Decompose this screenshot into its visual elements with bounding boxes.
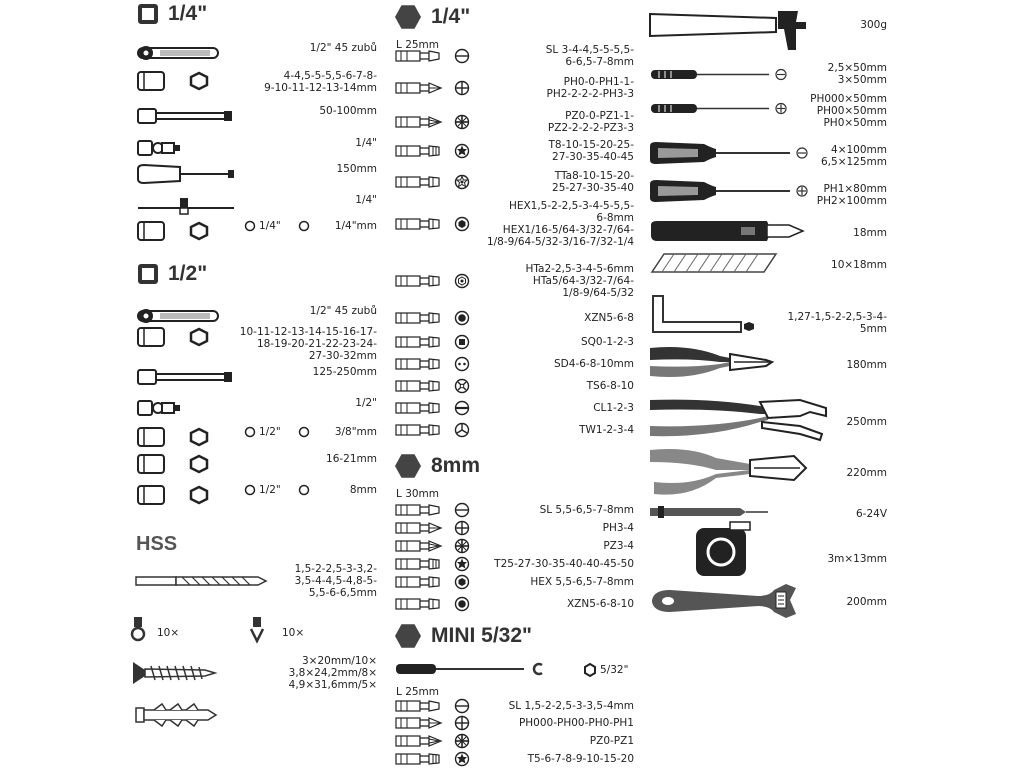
ph-profile-icon (454, 715, 470, 731)
left-row-label: 1/2" 45 zubů (309, 42, 377, 54)
mini-bit-holder-icon (396, 660, 552, 680)
screw-sizes: 3×20mm/10× 3,8×24,2mm/8× 4,9×31,6mm/5× (288, 655, 377, 691)
hex-key-sizes: 1,27-1,5-2-2,5-3-4- 5mm (787, 311, 887, 335)
left-row-label: 3/8"mm (334, 426, 377, 438)
bit-sizes: CL1-2-3 (593, 402, 634, 414)
fork-terminal-count: 10× (282, 627, 305, 639)
sd-profile-icon (454, 356, 470, 372)
ring-terminal-count: 10× (157, 627, 180, 639)
section-header-mini (395, 623, 532, 649)
torx-profile-icon (454, 751, 470, 767)
bit-icon (395, 751, 445, 767)
left-row-label: 4-4,5-5-5,5-6-7-8- 9-10-11-12-13-14mm (264, 70, 377, 94)
pz-profile-icon (454, 538, 470, 554)
bit-icon (395, 216, 445, 232)
flat-screwdriver-sizes: 2,5×50mm 3×50mm (827, 62, 887, 86)
bit-sizes: PH3-4 (602, 522, 634, 534)
bit-sizes: T8-10-15-20-25- 27-30-35-40-45 (548, 139, 634, 163)
tape-measure-icon (694, 522, 754, 578)
bit-icon (395, 596, 445, 612)
pz-profile-icon (454, 114, 470, 130)
slot-profile-icon (454, 698, 470, 714)
sq-profile-icon (454, 334, 470, 350)
torx-profile-icon (454, 143, 470, 159)
flat-screwdriver-icon (651, 68, 791, 82)
left-row-label: 16-21mm (326, 453, 377, 465)
bit-sizes: PZ0-0-PZ1-1- PZ2-2-2-2-PZ3-3 (547, 110, 634, 134)
hex-key-icon (651, 294, 761, 334)
left-row-label: 1/4"mm (334, 220, 377, 232)
adjustable-wrench-icon (650, 580, 800, 624)
left-row-label: 1/2" (355, 397, 377, 409)
bit-sizes: SQ0-1-2-3 (580, 336, 634, 348)
large-phillips-screwdriver-icon (650, 178, 810, 204)
sockets-icon (136, 451, 236, 477)
socket-size-label: 1/2" (259, 484, 281, 496)
bit-icon (395, 80, 445, 96)
phillips-screwdriver-sizes: PH000×50mm PH00×50mm PH0×50mm (810, 93, 887, 129)
hss-title: HSS (136, 533, 178, 555)
bit-icon (395, 733, 445, 749)
bit-icon (395, 422, 445, 438)
spinner-icon (136, 161, 236, 187)
bit-sizes: XZN5-6-8-10 (566, 598, 634, 610)
screw-icon (131, 660, 217, 686)
extension-icon (136, 103, 236, 129)
wall-plug-icon (134, 702, 218, 728)
tester-voltage: 6-24V (855, 508, 887, 520)
bit-icon (395, 114, 445, 130)
section-header-quarter-inch (138, 2, 207, 26)
bit-icon (395, 143, 445, 159)
socket-size-label: 1/2" (259, 426, 281, 438)
bit-sizes: T5-6-7-8-9-10-15-20 (527, 753, 634, 765)
section-header-bits-quarter (395, 4, 470, 30)
left-row-label: 1/4" (355, 137, 377, 149)
sockets-icon (136, 324, 236, 350)
drill-sizes: 1,5-2-2,5-3-3,2- 3,5-4-4,5-4,8-5- 5,5-6-6,5mm (294, 563, 377, 599)
ratchet-icon (136, 40, 236, 66)
spare-blades-icon (652, 252, 778, 274)
bit-icon (395, 556, 445, 572)
large-flat-screwdriver-icon (650, 140, 810, 166)
bit-icon (395, 334, 445, 350)
xzn-profile-icon (454, 596, 470, 612)
slot-profile-icon (454, 48, 470, 64)
socket-size-label: 1/4" (259, 220, 281, 232)
bit-icon (395, 48, 445, 64)
bit-sizes: PH0-0-PH1-1- PH2-2-2-2-PH3-3 (546, 76, 634, 100)
left-row-label: 10-11-12-13-14-15-16-17- 18-19-20-21-22-23-24- 27-30-32mm (239, 326, 377, 362)
cl-profile-icon (454, 400, 470, 416)
section-header-bits-8mm (395, 453, 480, 479)
bit-sizes: PZ0-PZ1 (589, 735, 634, 747)
water-pump-pliers-size: 250mm (846, 416, 887, 428)
hexh-profile-icon (454, 273, 470, 289)
blades-size: 10×18mm (831, 259, 887, 271)
ts-profile-icon (454, 378, 470, 394)
section-header-half-inch (138, 262, 207, 286)
utility-knife-icon (651, 217, 815, 245)
left-row-label: 1/4" (355, 194, 377, 206)
extension-icon (136, 364, 236, 390)
bit-sizes: SL 3-4-4,5-5-5,5- 6-6,5-7-8mm (545, 44, 634, 68)
bit-sizes: PH000-PH00-PH0-PH1 (518, 717, 634, 729)
section-title: 8mm (431, 454, 481, 477)
ph-profile-icon (454, 520, 470, 536)
combination-pliers-icon (650, 344, 774, 380)
xzn-profile-icon (454, 310, 470, 326)
square-drive-icon (138, 4, 158, 24)
ph-profile-icon (454, 80, 470, 96)
bit-icon (395, 698, 445, 714)
bit-icon (395, 538, 445, 554)
wrench-size: 200mm (846, 596, 887, 608)
socket-icon (298, 484, 310, 496)
bit-length-label: L 25mm (396, 686, 440, 698)
left-row-label: 150mm (336, 163, 377, 175)
phillips-screwdriver-icon (651, 102, 791, 116)
bit-sizes: TW1-2-3-4 (579, 424, 634, 436)
wire-stripper-size: 220mm (846, 467, 887, 479)
sockets-icon (136, 68, 236, 94)
sockets-icon (136, 482, 236, 508)
large-phillips-screwdriver-sizes: PH1×80mm PH2×100mm (816, 183, 887, 207)
bit-sizes: HTa2-2,5-3-4-5-6mm HTa5/64-3/32-7/64- 1/8-9/64-5/32 (525, 263, 634, 299)
hammer-weight: 300g (860, 19, 887, 31)
hex-drive-icon (395, 623, 421, 649)
pz-profile-icon (454, 733, 470, 749)
socket-icon (244, 484, 256, 496)
tw-profile-icon (454, 422, 470, 438)
bit-icon (395, 715, 445, 731)
ujoint-icon (136, 135, 236, 161)
bit-icon (395, 310, 445, 326)
bit-icon (395, 400, 445, 416)
section-title: MINI 5/32" (431, 624, 532, 647)
hex-profile-icon (454, 574, 470, 590)
bit-icon (395, 378, 445, 394)
torxh-profile-icon (454, 174, 470, 190)
left-row-label: 125-250mm (312, 366, 377, 378)
pliers-size: 180mm (846, 359, 887, 371)
bit-sizes: HEX1,5-2-2,5-3-4-5-5,5- 6-8mm HEX1/16-5/64-3/32-7/64- 1/8-9/64-5/32-3/16-7/32-1/4 (486, 200, 634, 248)
left-row-label: 1/2" 45 zubů (309, 305, 377, 317)
square-drive-icon (138, 264, 158, 284)
mini-socket-size: 5/32" (600, 664, 629, 676)
bit-sizes: SL 1,5-2-2,5-3-3,5-4mm (508, 700, 634, 712)
bit-icon (395, 502, 445, 518)
tbar-icon (136, 192, 236, 218)
knife-size: 18mm (853, 227, 887, 239)
bit-sizes: HEX 5,5-6,5-7-8mm (530, 576, 634, 588)
bit-sizes: PZ3-4 (603, 540, 634, 552)
wire-stripper-icon (650, 446, 810, 502)
bit-sizes: TTa8-10-15-20- 25-27-30-35-40 (552, 170, 634, 194)
bit-sizes: SD4-6-8-10mm (554, 358, 634, 370)
bit-length-label: L 30mm (396, 488, 440, 500)
hammer-icon (650, 8, 818, 52)
socket-icon (244, 220, 256, 232)
adapter-icon (136, 218, 236, 244)
bit-length-label: L 25mm (396, 39, 440, 51)
torx-profile-icon (454, 556, 470, 572)
slot-profile-icon (454, 502, 470, 518)
tape-size: 3m×13mm (827, 553, 887, 565)
left-row-label: 8mm (349, 484, 377, 496)
ujoint-icon (136, 395, 236, 421)
bit-sizes: XZN5-6-8 (584, 312, 634, 324)
section-title: 1/4" (431, 5, 471, 28)
socket-icon (298, 220, 310, 232)
section-title: 1/2" (168, 262, 208, 285)
hex-profile-icon (454, 216, 470, 232)
bit-icon (395, 174, 445, 190)
water-pump-pliers-icon (650, 392, 830, 444)
section-title: 1/4" (168, 2, 208, 25)
socket-icon (583, 663, 597, 677)
bit-icon (395, 574, 445, 590)
left-row-label: 50-100mm (319, 105, 377, 117)
fork-terminal-icon (249, 617, 269, 643)
bit-sizes: T25-27-30-35-40-40-45-50 (494, 558, 634, 570)
bit-icon (395, 273, 445, 289)
adapter-icon (136, 424, 236, 450)
bit-icon (395, 356, 445, 372)
hex-drive-icon (395, 453, 421, 479)
large-flat-screwdriver-sizes: 4×100mm 6,5×125mm (821, 144, 887, 168)
hex-drive-icon (395, 4, 421, 30)
drill-bit-icon (136, 573, 268, 589)
ring-terminal-icon (130, 617, 150, 643)
bit-sizes: TS6-8-10 (586, 380, 634, 392)
socket-icon (298, 426, 310, 438)
socket-icon (244, 426, 256, 438)
bit-sizes: SL 5,5-6,5-7-8mm (539, 504, 634, 516)
voltage-tester-icon (650, 504, 770, 520)
bit-icon (395, 520, 445, 536)
